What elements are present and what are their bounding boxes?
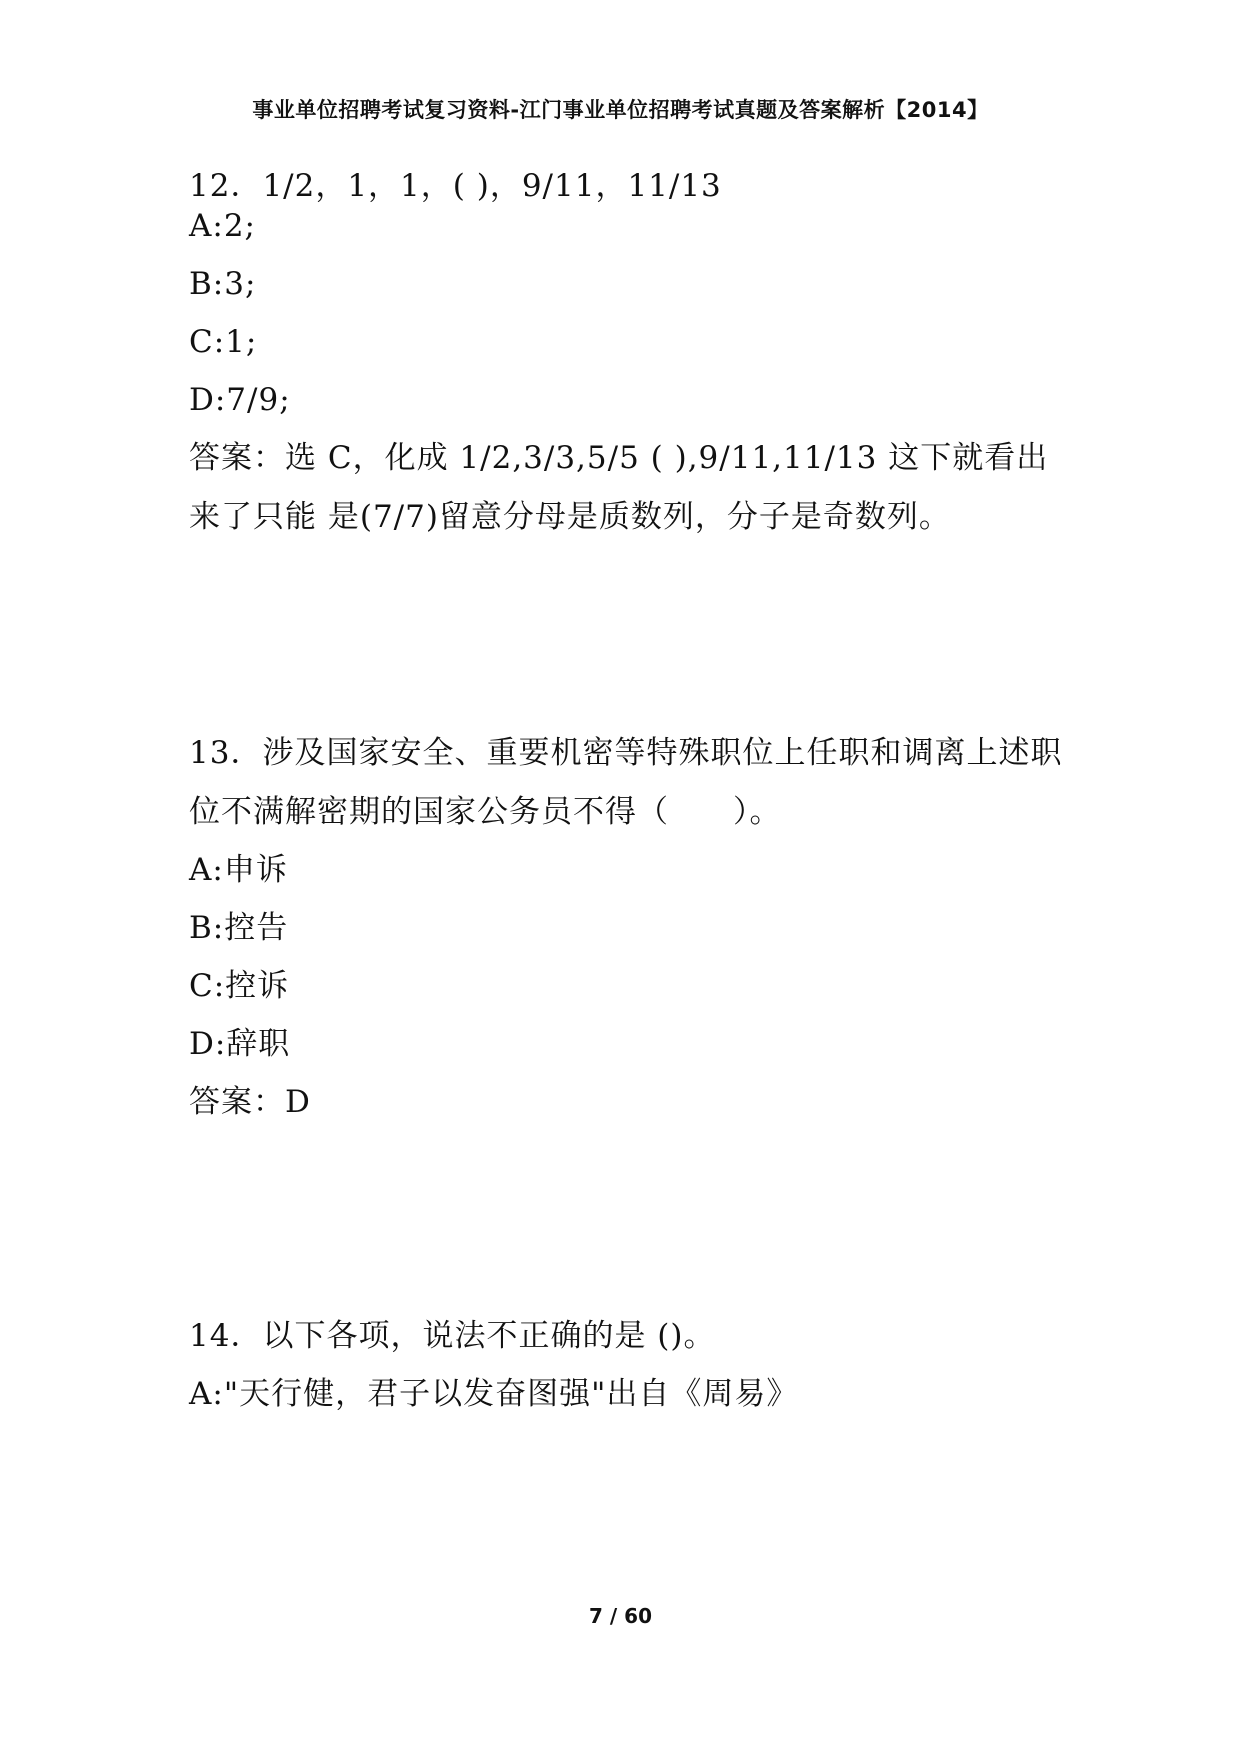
question-12-option-b: B:3; bbox=[189, 266, 257, 302]
question-12-stem: 12．1/2，1，1，( )，9/11，11/13 bbox=[189, 168, 722, 204]
question-12-option-a: A:2; bbox=[189, 208, 256, 244]
question-12-option-c: C:1; bbox=[189, 324, 258, 360]
question-13-option-b: B:控告 bbox=[189, 910, 289, 946]
question-12-answer-line-2: 来了只能 是(7/7)留意分母是质数列，分子是奇数列。 bbox=[189, 499, 951, 535]
question-13-option-c: C:控诉 bbox=[189, 968, 290, 1004]
question-14-option-a: A:"天行健，君子以发奋图强"出自《周易》 bbox=[189, 1376, 799, 1412]
question-12-answer-line-1: 答案：选 C，化成 1/2,3/3,5/5 ( ),9/11,11/13 这下就看出 bbox=[189, 440, 1049, 476]
question-13-stem-line-2: 位不满解密期的国家公务员不得（ ）。 bbox=[189, 794, 782, 830]
question-13-option-a: A:申诉 bbox=[189, 852, 288, 888]
question-12-option-d: D:7/9; bbox=[189, 382, 291, 418]
question-14-stem: 14．以下各项，说法不正确的是 ()。 bbox=[189, 1318, 716, 1354]
document-header-title: 事业单位招聘考试复习资料-江门事业单位招聘考试真题及答案解析【2014】 bbox=[252, 98, 989, 122]
question-13-stem-line-1: 13．涉及国家安全、重要机密等特殊职位上任职和调离上述职 bbox=[189, 735, 1063, 771]
question-13-option-d: D:辞职 bbox=[189, 1026, 291, 1062]
page-number: 7 / 60 bbox=[589, 1604, 652, 1628]
question-13-answer: 答案：D bbox=[189, 1084, 311, 1120]
